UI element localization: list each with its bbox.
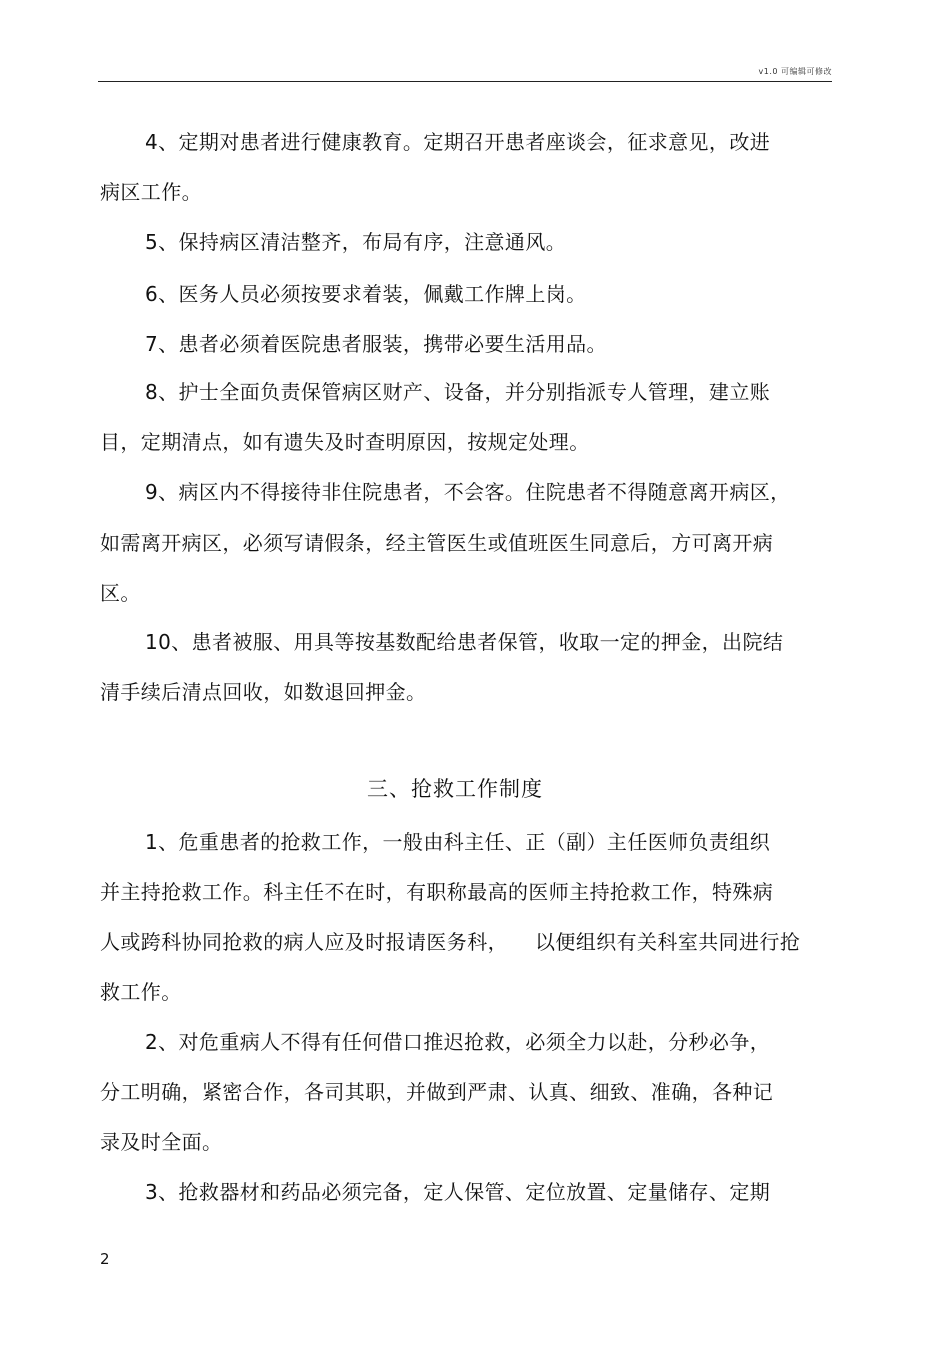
paragraph-line: 救工作。 [100,980,182,1004]
paragraph-line: 病区工作。 [100,180,202,204]
paragraph-line: 2、对危重病人不得有任何借口推迟抢救，必须全力以赴，分秒必争， [145,1030,771,1054]
paragraph-line: 如需离开病区，必须写请假条，经主管医生或值班医生同意后，方可离开病 [100,531,774,555]
paragraph-line: 7、患者必须着医院患者服装，携带必要生活用品。 [145,332,607,356]
header-divider [98,81,832,82]
paragraph-line: 10、患者被服、用具等按基数配给患者保管，收取一定的押金，出院结 [145,630,784,654]
paragraph-line: 清手续后清点回收，如数退回押金。 [100,680,427,704]
paragraph-line: 区。 [100,581,141,605]
paragraph-line: 5、保持病区清洁整齐，布局有序，注意通风。 [145,230,567,254]
page-number: 2 [100,1250,110,1268]
paragraph-line: 并主持抢救工作。科主任不在时，有职称最高的医师主持抢救工作，特殊病 [100,880,774,904]
paragraph-line: 6、医务人员必须按要求着装，佩戴工作牌上岗。 [145,282,587,306]
paragraph-line: 人或跨科协同抢救的病人应及时报请医务科， 以便组织有关科室共同进行抢 [100,930,801,954]
section-heading: 三、抢救工作制度 [367,777,543,801]
paragraph-line: 目，定期清点，如有遗失及时查明原因，按规定处理。 [100,430,590,454]
paragraph-line: 3、抢救器材和药品必须完备，定人保管、定位放置、定量储存、定期 [145,1180,771,1204]
paragraph-line: 8、护士全面负责保管病区财产、设备，并分别指派专人管理，建立账 [145,380,771,404]
paragraph-line: 4、定期对患者进行健康教育。定期召开患者座谈会，征求意见，改进 [145,130,771,154]
paragraph-line: 录及时全面。 [100,1130,223,1154]
paragraph-line: 1、危重患者的抢救工作，一般由科主任、正（副）主任医师负责组织 [145,830,771,854]
header-version-note: v1.0 可编辑可修改 [758,67,832,76]
paragraph-line: 9、病区内不得接待非住院患者，不会客。住院患者不得随意离开病区， [145,480,791,504]
paragraph-line: 分工明确，紧密合作，各司其职，并做到严肃、认真、细致、准确，各种记 [100,1080,774,1104]
